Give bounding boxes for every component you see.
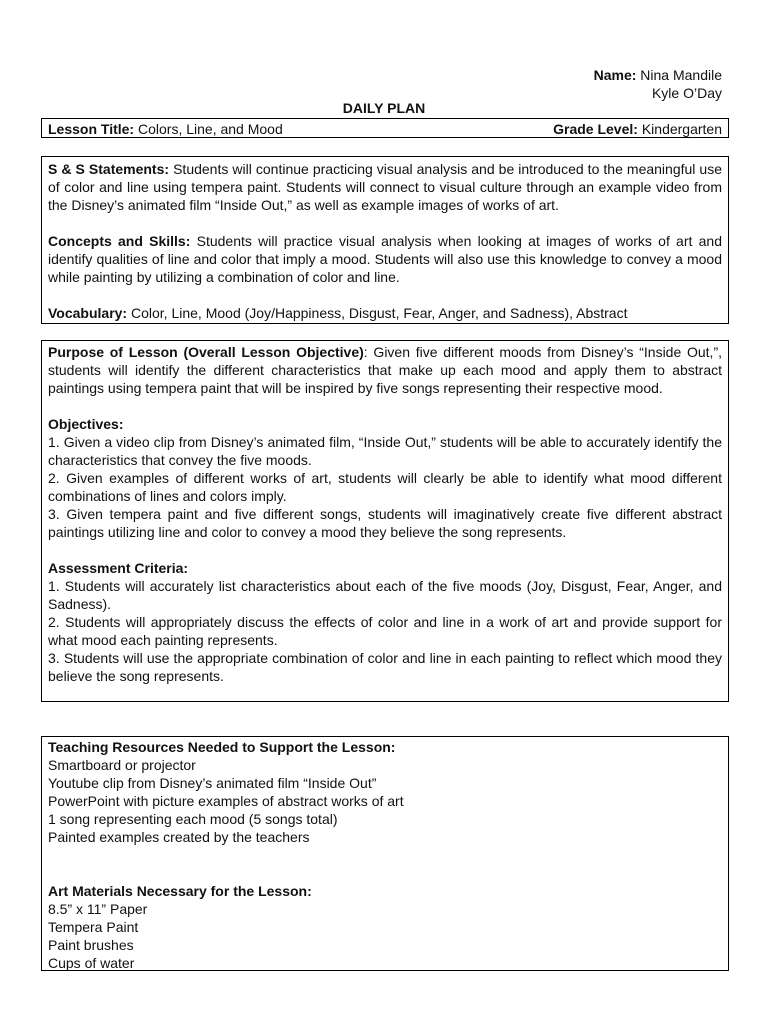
cs-label: Concepts and Skills: — [48, 233, 191, 249]
resource-item: Smartboard or projector — [48, 757, 196, 773]
author-name-1: Nina Mandile — [640, 67, 722, 83]
material-item: 8.5” x 11” Paper — [48, 901, 148, 917]
assessment-item: 3. Students will use the appropriate combination of color and line in each painting to reflect which mood they believe the song represents. — [48, 650, 722, 684]
lesson-title-bar — [41, 118, 729, 138]
purpose-label: Purpose of Lesson (Overall Lesson Objective) — [48, 344, 364, 360]
assessment-label: Assessment Criteria: — [48, 560, 189, 576]
material-item: Tempera Paint — [48, 919, 139, 935]
document-title: DAILY PLAN — [342, 100, 426, 116]
author-line-2: Kyle O’Day — [651, 85, 722, 101]
author-names — [594, 66, 722, 102]
resource-item: 1 song representing each mood (5 songs total) — [48, 811, 338, 827]
standards-box — [41, 156, 729, 324]
vocab-label: Vocabulary: — [48, 305, 128, 321]
resource-item: Painted examples created by the teachers — [48, 829, 310, 845]
cs-text: Students will practice visual analysis when looking at images of works of art and identify qualities of line and color that imply a mood. Students will also use this knowledge to convey a mood while painting by utilizing a combination of color and line. — [48, 233, 722, 285]
material-item: Paint brushes — [48, 937, 134, 953]
materials-label: Art Materials Necessary for the Lesson: — [48, 883, 312, 899]
grade-level-label: Grade Level: — [553, 121, 638, 137]
objective-item: 2. Given examples of different works of art, students will clearly be able to identify what mood different combinations of lines and colors imply. — [48, 470, 722, 504]
lesson-title-value: Colors, Line, and Mood — [137, 121, 283, 137]
concepts-skills — [48, 232, 722, 286]
assessment-item: 2. Students will appropriately discuss the effects of color and line in a work of art and provide support for what mood each painting represents. — [48, 614, 722, 648]
lesson-title — [48, 120, 283, 136]
author-line-1 — [594, 66, 722, 84]
resources-box — [41, 736, 729, 971]
objective-item: 1. Given a video clip from Disney’s animated film, “Inside Out,” students will be able to accurately identify the characteristics that convey the five moods. — [48, 434, 722, 468]
ss-label: S & S Statements: — [48, 161, 170, 177]
objectives-label: Objectives: — [48, 416, 124, 432]
grade-level-value: Kindergarten — [641, 121, 722, 137]
objectives-box — [41, 340, 729, 702]
purpose-text: : Given five different moods from Disney’s “Inside Out,”, students will identify the different characteristics that make up each mood and apply them to abstract paintings using tempera paint that will be inspired by five songs representing their respective mood. — [48, 344, 723, 396]
resources-label: Teaching Resources Needed to Support the Lesson: — [48, 739, 396, 755]
grade-level — [553, 120, 722, 136]
resource-item: PowerPoint with picture examples of abstract works of art — [48, 793, 404, 809]
ss-text: Students will continue practicing visual analysis and be introduced to the meaningful use of color and line using tempera paint. Students will connect to visual culture through an example video from the Disney’s animated film “Inside Out,” as well as example images of works of art. — [48, 161, 723, 213]
ss-statements — [48, 160, 722, 214]
assessment-item: 1. Students will accurately list characteristics about each of the five moods (Joy, Disgust, Fear, Anger, and Sadness). — [48, 578, 722, 612]
purpose — [48, 343, 722, 397]
name-label: Name: — [593, 67, 637, 83]
lesson-title-label: Lesson Title: — [48, 121, 135, 137]
objective-item: 3. Given tempera paint and five different songs, students will imaginatively create five different abstract paintings utilizing line and color to convey a mood they believe the song represents. — [48, 506, 722, 540]
resource-item: Youtube clip from Disney’s animated film “Inside Out” — [48, 775, 377, 791]
vocab-text: Color, Line, Mood (Joy/Happiness, Disgust, Fear, Anger, and Sadness), Abstract — [131, 305, 628, 321]
vocabulary — [48, 304, 722, 322]
material-item: Cups of water — [48, 955, 135, 971]
